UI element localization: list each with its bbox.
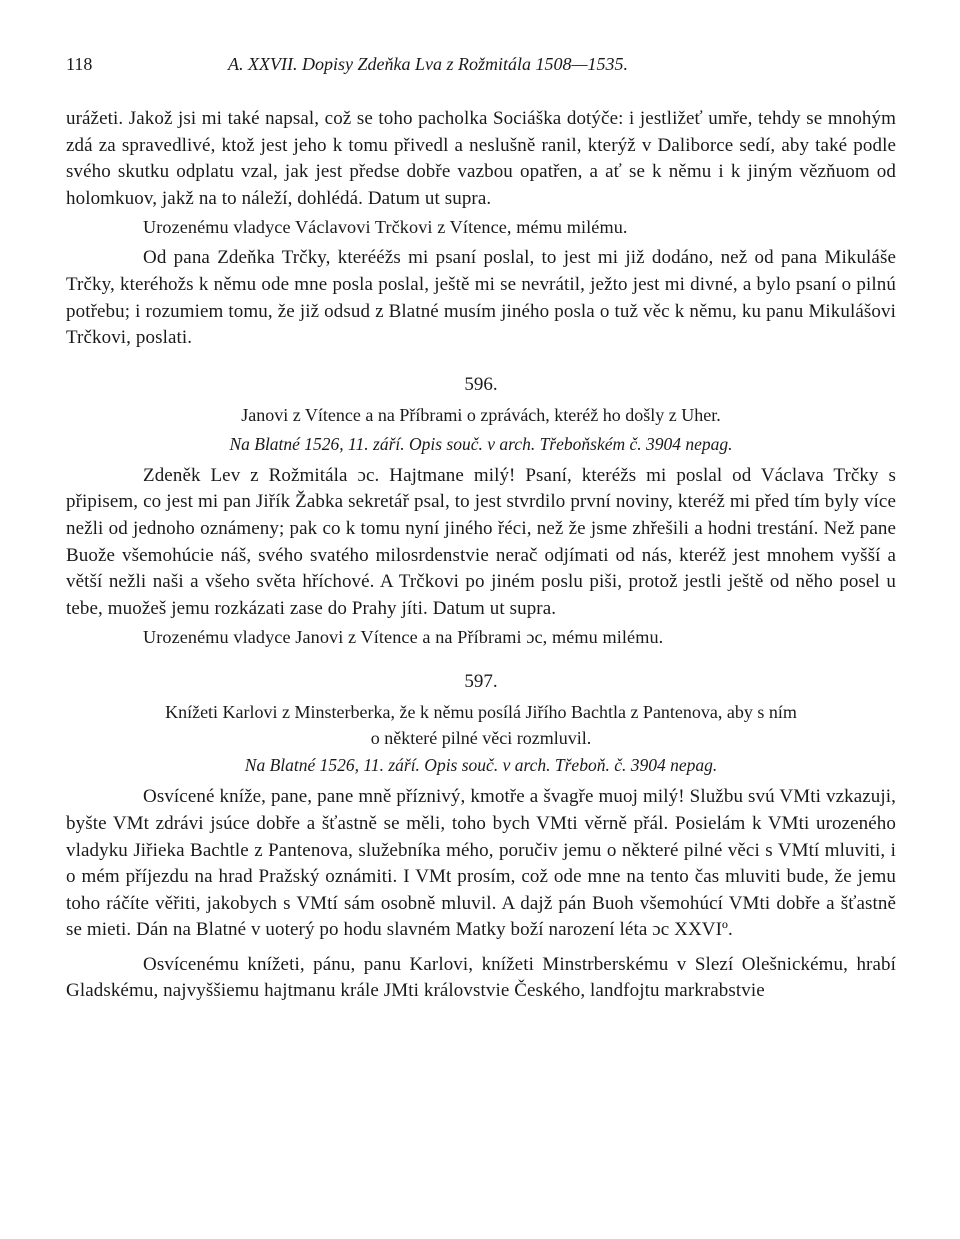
postscript-paragraph: Od pana Zdeňka Trčky, kterééžs mi psaní poslal, to jest mi již dodáno, než od pana Mikuláše Trčky, kteréhožs k němu ode mne posla poslal, ještě mi se nevrátil, ježto jest mi divné, a bylo psaní o pilnú potřebu; i rozumiem tomu, že již odsud z Blatné musím jiného posla o tuž věc k němu, ku panu Mikulášovi Trčkovi, poslati. — [66, 247, 896, 349]
letter-summary-597-line2: o některé pilné věci rozmluvil. — [370, 728, 592, 749]
page-number: 118 — [66, 54, 93, 74]
letter-number-596: 596. — [464, 373, 498, 395]
letter-number-597: 597. — [464, 671, 498, 693]
running-header — [66, 54, 896, 86]
letter-source-597: Na Blatné 1526, 11. září. Opis souč. v arch. Třeboň. č. 3904 nepag. — [244, 755, 718, 776]
letter-address-597: Osvícenému knížeti, pánu, panu Karlovi, knížeti Minstrberskému v Slezí Olešnickému, hrabí Gladskému, najvyššiemu hajtmanu krále JMti královstvie Českého, landfojtu markrabstvie — [66, 953, 896, 1002]
letter-body-597: Osvícené kníže, pane, pane mně příznivý, kmotře a švagře muoj milý! Službu svú VMti vzkazuji, byšte VMt zdrávi jsúce dobře a šťastně se měli, toho bych VMti věrně přál. Posielám k VMti urozeného vladyku Jiřieka Bachtle z Pantenova, služebníka mého, poručiv jemu o některé pilné věci s VMtí mluviti, i o mém příjezdu na hrad Pražský oznámiti. I VMt prosím, což ode mne na tento čas mluviti bude, že jemu toho ráčíte věřiti, jakobych s VMtí sám osobně mluvil. A dajž pán Buoh všemohúcí VMti dobře a šťastně se mieti. Dán na Blatné v uoterý po hodu slavném Matky boží narození léta ɔc XXVIº. — [66, 786, 896, 941]
letter-summary-597 — [66, 699, 896, 751]
letter-summary-596: Janovi z Vítence a na Příbrami o zprávách, kteréž ho došly z Uher. — [241, 404, 721, 425]
running-title: A. XXVII. Dopisy Zdeňka Lva z Rožmitála 1508—1535. — [228, 54, 628, 74]
letter-summary-597-line1: Knížeti Karlovi z Minsterberka, že k němu posílá Jiřího Bachtla z Pantenova, aby s ním — [165, 702, 797, 723]
document-page — [66, 54, 896, 1005]
continued-paragraph: urážeti. Jakož jsi mi také napsal, což se toho pacholka Sociáška dotýče: i jestližeť umře, tehdy se mnohým zdá za spravedlivé, ktož jest jeho k tomu přivedl a neslušně ranil, kterýž v Daliborce sedí, aby také podle svého skutku odplatu vzal, jak jest předse dobře vazbou opatřen, a ať se k němu i k jiným vězňuom od holomkuov, jakž na to náleží, dohlédá. Datum ut supra. — [66, 108, 896, 209]
letter-address: Urozenému vladyce Václavovi Trčkovi z Vítence, mému milému. — [143, 217, 628, 238]
letter-body-596: Zdeněk Lev z Rožmitála ɔc. Hajtmane milý! Psaní, kteréžs mi poslal od Václava Trčky s připisem, co jest mi pan Jiřík Žabka sekretář psal, to jest stvrdilo první noviny, kteréž mi před tím byly více nežli od jednoho oznámeny; pak co k tomu nyní jiného řéci, než že jsme zhřešili a hodni trestání. Než pane Buože všemohúcie náš, svého svatého milosrdenstvie nerač odjímati od nás, kteréž jest mnohem vyšší a větší nežli naši a všeho světa hříchové. A Trčkovi po jiném poslu piši, protož jestli ještě od něho posel u tebe, muožeš jemu rozkázati zase do Prahy jíti. Datum ut supra. — [66, 464, 896, 619]
letter-source-596: Na Blatné 1526, 11. září. Opis souč. v arch. Třeboňském č. 3904 nepag. — [229, 433, 733, 454]
letter-address-596: Urozenému vladyce Janovi z Vítence a na Příbrami ɔc, mému milému. — [143, 627, 664, 648]
